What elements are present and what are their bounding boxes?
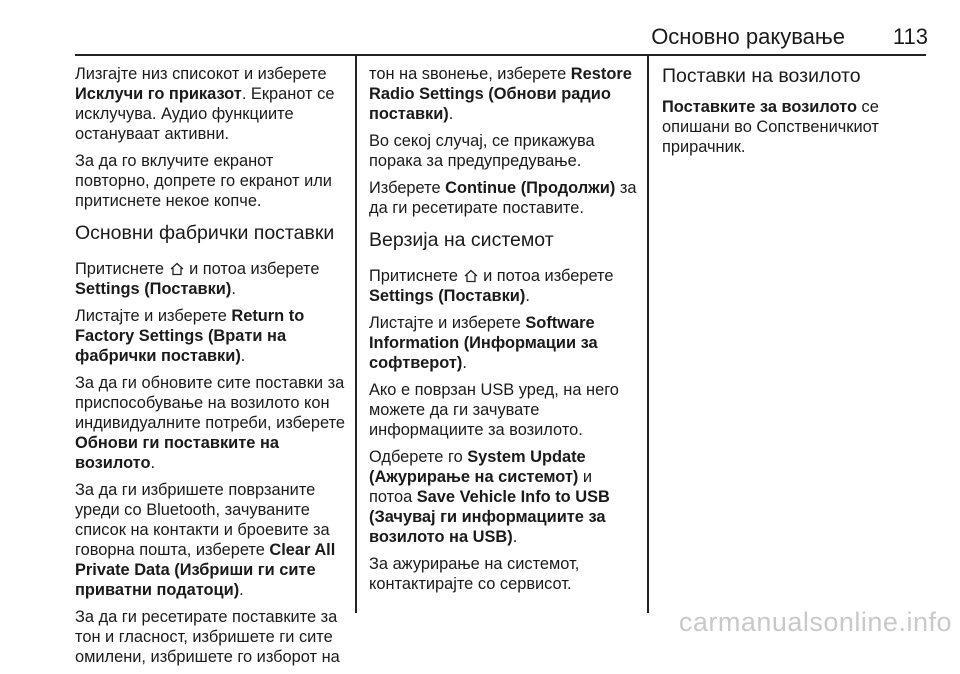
paragraph-restore-radio: тон на ѕвонење, изберете Restore Radio Settings (Обнови радио поставки).: [369, 65, 632, 123]
home-icon: [170, 262, 184, 276]
paragraph-screen-off: Лизгајте низ списокот и изберете Исклучи го приказот. Екранот се исклучува. Аудио функциите остануваат активни.: [75, 65, 335, 143]
paragraph-continue: Изберете Continue (Продолжи) за да ги ресетирате поставите.: [369, 179, 637, 217]
term-vehicle-settings: Поставките за возилото: [662, 98, 857, 116]
paragraph-system-update: Одберете го System Update (Ажурирање на системот) и потоа Save Vehicle Info to USB (Зачувај ги информациите за возилото на USB).: [369, 448, 610, 546]
paragraph-contact-service: За ажурирање на системот, контактирајте со сервисот.: [369, 555, 580, 593]
menu-item-screen-off: Исклучи го приказот: [75, 85, 242, 103]
heading-system-version: Верзија на системот: [369, 229, 554, 251]
page-title: Основно ракување: [651, 24, 845, 49]
menu-item-settings: Settings (Поставки): [75, 280, 232, 298]
page-number: 113: [892, 24, 928, 49]
menu-item-restore-vehicle: Обнови ги поставките на возилото: [75, 434, 279, 472]
watermark: carmanualsonline.info: [678, 607, 952, 637]
paragraph-restore-vehicle: За да ги обновите сите поставки за приспособување на возилото кон индивидуалните потреби, изберете Обнови ги поставките на возилото.: [75, 374, 346, 472]
menu-item-clear-private: Clear All Private Data (Избриши ги сите приватни податоци): [75, 541, 336, 599]
heading-factory-settings: Основни фабрички поставки: [75, 222, 335, 244]
menu-item-software-info: Software Information (Информации за софтверот): [369, 314, 598, 372]
paragraph-press-home: Притиснете и потоа изберете Settings (Поставки).: [75, 260, 320, 298]
column-3: [662, 64, 930, 164]
paragraph-reset-tone: За да ги ресетирате поставките за тон и гласност, избришете ги сите омилени, избришете го изборот на: [75, 608, 340, 666]
paragraph-usb: Ако е поврзан USB уред, на него можете да ги зачувате информациите за возилото.: [369, 381, 619, 439]
paragraph-warning: Во секој случај, се прикажува порака за предупредување.: [369, 132, 595, 170]
heading-vehicle-settings: Поставки на возилото: [662, 65, 861, 87]
menu-item-settings: Settings (Поставки): [369, 287, 526, 305]
paragraph-screen-on: За да го вклучите екранот повторно, допрете го екранот или притиснете некое копче.: [75, 152, 332, 210]
paragraph-software-info: Листајте и изберете Software Information (Информации за софтверот).: [369, 314, 598, 372]
column-2: [369, 64, 637, 601]
menu-item-restore-radio: Restore Radio Settings (Обнови радио поставки): [369, 65, 632, 123]
menu-item-save-usb: Save Vehicle Info to USB (Зачувај ги информациите за возилото на USB): [369, 488, 610, 546]
paragraph-clear-private: За да ги избришете поврзаните уреди со Bluetooth, зачуваните список на контакти и броевите за говорна пошта, изберете Clear All Private Data (Избриши ги сите приватни податоци).: [75, 481, 336, 599]
column-divider-2: [647, 56, 649, 613]
menu-item-return-factory: Return to Factory Settings (Врати на фабрички поставки): [75, 307, 305, 365]
paragraph-return-factory: Листајте и изберете Return to Factory Settings (Врати на фабрички поставки).: [75, 307, 305, 365]
paragraph-press-home-2: Притиснете и потоа изберете Settings (Поставки).: [369, 267, 614, 305]
menu-item-system-update: System Update (Ажурирање на системот): [369, 448, 586, 486]
menu-item-continue: Continue (Продолжи): [445, 179, 616, 197]
home-icon: [464, 269, 478, 283]
header-rule: [75, 54, 926, 56]
paragraph-vehicle-settings: Поставките за возилото се опишани во Сопственичкиот прирачник.: [662, 98, 879, 156]
column-1: [75, 64, 347, 674]
page-header: [0, 0, 960, 60]
column-divider-1: [355, 56, 357, 613]
